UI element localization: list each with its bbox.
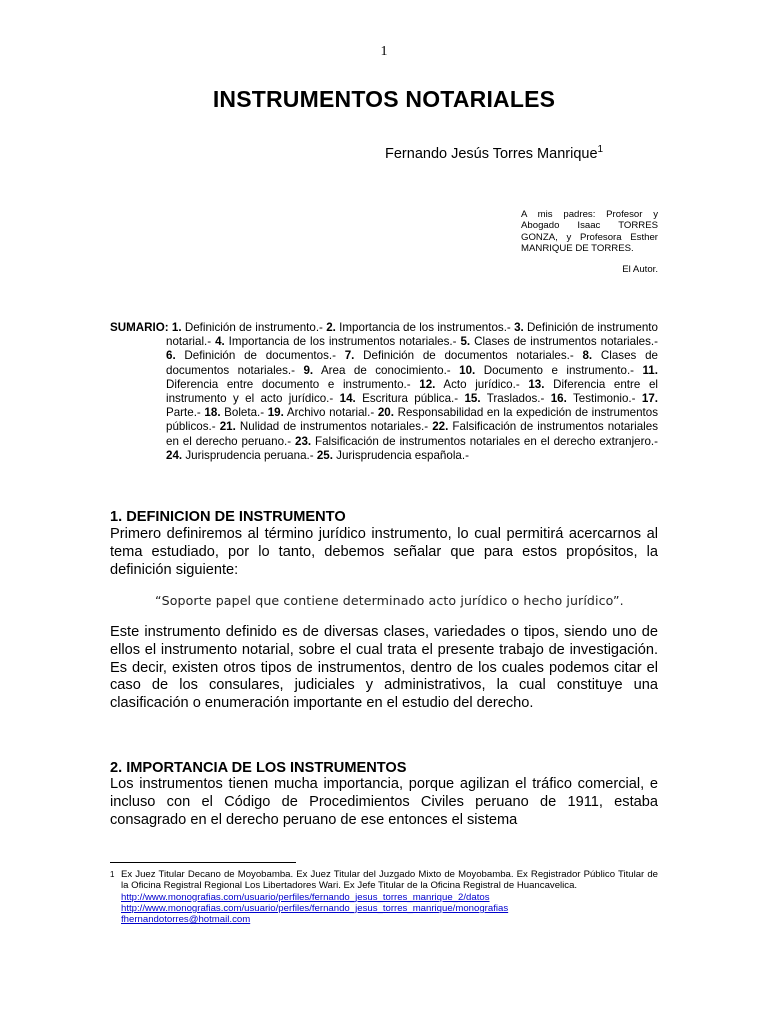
- summary-item-text: Falsificación de instrumentos notariales en el derecho peruano.-: [166, 420, 658, 448]
- footnote: [110, 869, 658, 925]
- dedication: A mis padres: Profesor y Abogado Isaac TORRES GONZA, y Profesora Esther MANRIQUE DE TORRES.: [521, 209, 658, 255]
- footnote-reference[interactable]: 1: [597, 144, 604, 156]
- summary-item-text: Jurisprudencia española.-: [332, 448, 469, 462]
- section-1-paragraph-1: Primero definiremos al término jurídico instrumento, lo cual permitirá acercarnos al tema estudiado, por lo tanto, debemos señalar que para estos propósitos, la definición siguiente:: [110, 526, 658, 578]
- summary-item-text: Definición de documentos.-: [175, 349, 345, 363]
- summary-item-text: Boleta.-: [220, 406, 268, 420]
- summary-item-number: 25.: [316, 448, 333, 462]
- summary-item-number: 7.: [344, 349, 355, 363]
- summary-item-text: Clases de instrumentos notariales.-: [470, 335, 658, 349]
- summary-item-text: Testimonio.-: [566, 392, 642, 406]
- summary-item-text: Definición de instrumento notarial.-: [166, 321, 658, 349]
- summary-item-number: 2.: [326, 321, 336, 334]
- definition-quote: “Soporte papel que contiene determinado acto jurídico o hecho jurídico”.: [155, 593, 624, 608]
- summary-item-number: 14.: [339, 392, 356, 406]
- summary-item-number: 6.: [166, 349, 176, 363]
- summary-item-text: Nulidad de instrumentos notariales.-: [235, 420, 433, 434]
- summary-item-number: 18.: [204, 406, 221, 420]
- summary-item-text: Importancia de los instrumentos notariales.-: [224, 335, 461, 349]
- summary-item-text: Acto jurídico.-: [435, 377, 529, 391]
- summary-item-number: 9.: [303, 363, 314, 377]
- summary-item-number: 13.: [528, 377, 545, 391]
- section-1-paragraph-2: Este instrumento definido es de diversas clases, variedades o tipos, siendo uno de ellos el instrumento notarial, sobre el cual trata el presente trabajo de investigación. Es decir, existen otros tipos de instrumentos, dentro de los cuales podemos citar el caso de los consulares, judiciales y administrativos, la cual constituye una clasificación o enumeración importante en el estudio del derecho.: [110, 624, 658, 712]
- author-name: Fernando Jesús Torres Manrique: [385, 146, 598, 162]
- summary-item-text: Documento e instrumento.-: [475, 363, 643, 377]
- page-number: 1: [380, 44, 388, 59]
- summary: [110, 321, 658, 463]
- section-2-heading: 2. IMPORTANCIA DE LOS INSTRUMENTOS: [110, 760, 407, 776]
- summary-item-text: Area de conocimiento.-: [313, 363, 460, 377]
- section-2-paragraph-1: Los instrumentos tienen mucha importancia, porque agilizan el tráfico comercial, e incluso con el Código de Procedimientos Civiles peruano de 1911, estaba consagrado en el derecho peruano de ese entonces el sistema: [110, 776, 658, 828]
- summary-item-text: Definición de instrumento.-: [181, 321, 327, 334]
- dedication-signature: El Autor.: [622, 264, 658, 275]
- summary-item-text: Diferencia entre documento e instrumento.-: [166, 377, 420, 391]
- author-line: [385, 146, 603, 162]
- summary-item-text: Falsificación de instrumentos notariales en el derecho extranjero.-: [311, 434, 658, 448]
- summary-item-text: Traslados.-: [480, 392, 551, 406]
- summary-item-number: 4.: [215, 335, 225, 349]
- summary-item-text: Definición de documentos notariales.-: [354, 349, 583, 363]
- summary-item-number: 22.: [432, 420, 449, 434]
- footnote-link-datos[interactable]: http://www.monografias.com/usuario/perfiles/fernando_jesus_torres_manrique_2/datos: [121, 891, 490, 903]
- summary-item-text: Parte.-: [166, 406, 205, 420]
- section-1-heading: 1. DEFINICION DE INSTRUMENTO: [110, 509, 346, 525]
- footnote-text: Ex Juez Titular Decano de Moyobamba. Ex Juez Titular del Juzgado Mixto de Moyobamba. Ex Registrador Público Titular de la Oficina Registral Regional Los Libertadores Wari. Ex Jefe Titular de la Oficina Registral de Huancavelica.: [121, 869, 658, 892]
- footnote-divider: [110, 862, 296, 863]
- summary-item-text: Escritura pública.-: [355, 392, 465, 406]
- summary-item-number: 5.: [460, 335, 471, 349]
- footnote-link-monografias[interactable]: http://www.monografias.com/usuario/perfiles/fernando_jesus_torres_manrique/monografias: [121, 902, 509, 914]
- summary-item-text: Importancia de los instrumentos.-: [335, 321, 515, 334]
- summary-item-number: 11.: [642, 363, 658, 377]
- summary-item-number: 1.: [171, 321, 182, 334]
- summary-item-number: 16.: [550, 392, 567, 406]
- summary-item-number: 19.: [267, 406, 284, 420]
- summary-item-number: 23.: [295, 434, 312, 448]
- summary-item-text: Diferencia entre el instrumento y el acto jurídico.-: [166, 377, 658, 406]
- summary-item-text: Jurisprudencia peruana.-: [182, 448, 317, 462]
- summary-item-number: 24.: [166, 448, 183, 462]
- summary-item-number: 21.: [219, 420, 236, 434]
- summary-item-number: 17.: [641, 392, 659, 406]
- summary-item-text: Archivo notarial.-: [283, 406, 378, 420]
- summary-items: [166, 321, 658, 462]
- summary-label: SUMARIO:: [110, 321, 169, 334]
- summary-item-number: 3.: [514, 321, 524, 334]
- summary-item-number: 15.: [464, 392, 481, 406]
- summary-item-number: 8.: [582, 349, 593, 363]
- summary-item-text: Responsabilidad en la expedición de instrumentos públicos.-: [166, 406, 659, 434]
- footnote-mark: 1: [110, 870, 115, 879]
- summary-item-number: 20.: [377, 406, 394, 420]
- footnote-email-link[interactable]: fhernandotorres@hotmail.com: [121, 914, 251, 926]
- summary-item-number: 12.: [419, 377, 436, 391]
- summary-item-number: 10.: [459, 363, 476, 377]
- document-title: INSTRUMENTOS NOTARIALES: [212, 86, 556, 112]
- summary-item-text: Clases de documentos notariales.-: [166, 349, 658, 377]
